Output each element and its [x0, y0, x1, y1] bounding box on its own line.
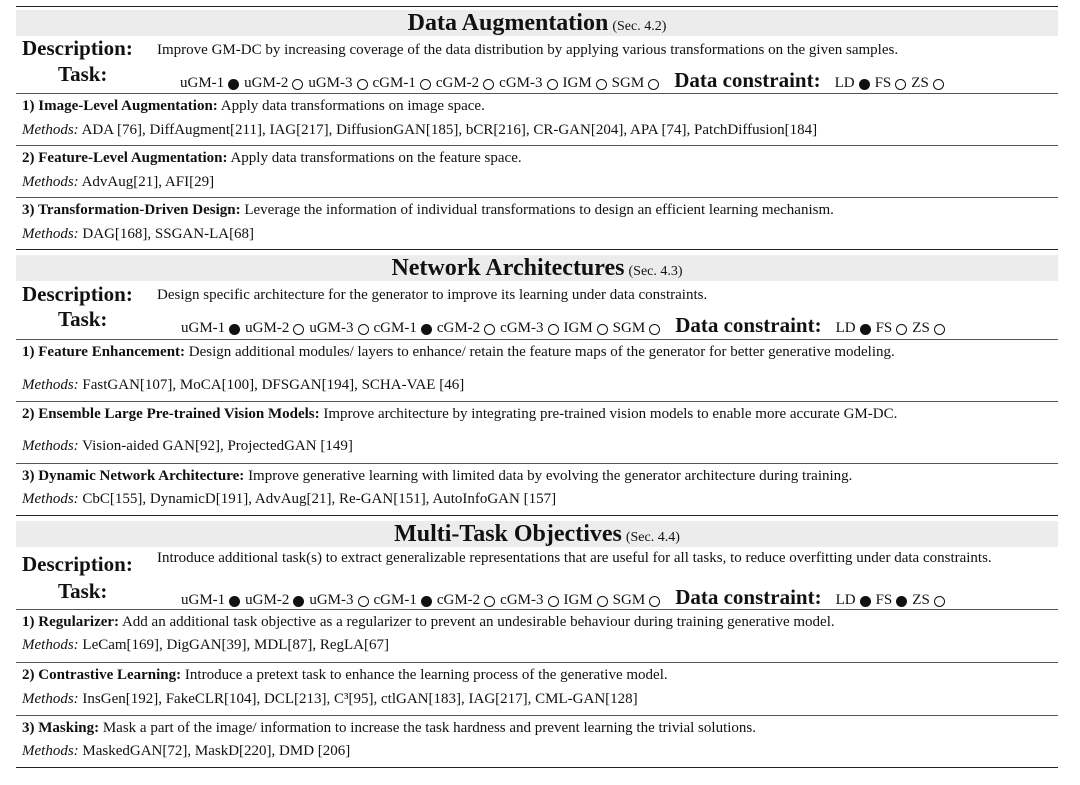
data-constraint-label: Data constraint:: [675, 585, 822, 609]
task-option: [374, 592, 437, 609]
task-option-label: cGM-3: [499, 75, 543, 91]
task-option-label: cGM-3: [500, 320, 544, 336]
task-option: [181, 320, 245, 337]
section-title: Multi-Task Objectives: [394, 521, 622, 547]
task-option: [308, 75, 372, 92]
subsection-text: Apply data transformations on the feature space.: [227, 150, 522, 166]
filled-circle-icon: [421, 596, 432, 607]
subsection-title: 3) Masking:: [22, 720, 100, 736]
empty-circle-icon: [547, 79, 558, 90]
subsection: [16, 715, 1058, 768]
task-option: [500, 320, 563, 337]
constraint-option: [835, 75, 875, 92]
subsection-text: Leverage the information of individual transformations to design an efficient learning mechanism.: [240, 202, 834, 218]
subsection: [16, 609, 1058, 663]
methods-list: ADA [76], DiffAugment[211], IAG[217], DiffusionGAN[185], bCR[216], CR-GAN[204], APA [74], PatchDiffusion[184]: [78, 122, 818, 138]
task-option-label: SGM: [612, 320, 646, 336]
subsection-text: Mask a part of the image/ information to increase the task hardness and prevent learning the trivial solutions.: [99, 720, 756, 736]
constraint-option-label: LD: [835, 592, 856, 608]
methods-list: InsGen[192], FakeCLR[104], DCL[213], C³[95], ctlGAN[183], IAG[217], CML-GAN[128]: [78, 691, 638, 707]
subsection-title: 1) Regularizer:: [22, 614, 120, 630]
task-option: [564, 592, 613, 609]
constraint-option: [876, 320, 913, 337]
subsection-title: 2) Contrastive Learning:: [22, 667, 182, 683]
methods-label: Methods:: [22, 637, 79, 653]
constraint-option-label: LD: [835, 320, 856, 336]
subsection: [16, 339, 1058, 402]
empty-circle-icon: [358, 596, 369, 607]
task-option: [437, 320, 500, 337]
constraint-option: [876, 592, 913, 609]
task-options: [181, 585, 950, 610]
description-text: Improve GM-DC by increasing coverage of the data distribution by applying various transformations on the given samples.: [157, 42, 899, 58]
task-option: [612, 75, 665, 92]
description-label: Description:: [22, 282, 133, 306]
description-text: Design specific architecture for the generator to improve its learning under data constraints.: [157, 287, 708, 303]
empty-circle-icon: [420, 79, 431, 90]
description-label: Description:: [22, 552, 133, 576]
constraint-option: [836, 592, 876, 609]
empty-circle-icon: [484, 596, 495, 607]
constraint-option-label: FS: [874, 75, 892, 91]
task-option-label: SGM: [611, 75, 645, 91]
methods-list: FastGAN[107], MoCA[100], DFSGAN[194], SCHA-VAE [46]: [78, 377, 465, 393]
empty-circle-icon: [933, 79, 944, 90]
task-option-label: uGM-1: [181, 592, 226, 608]
task-option-label: IGM: [562, 75, 592, 91]
task-option: [499, 75, 562, 92]
section-ref: (Sec. 4.4): [625, 530, 680, 545]
subsection-text: Add an additional task objective as a regularizer to prevent an undesirable behaviour during training generative model.: [119, 614, 835, 630]
subsection-title: 3) Transformation-Driven Design:: [22, 202, 241, 218]
empty-circle-icon: [896, 324, 907, 335]
empty-circle-icon: [484, 324, 495, 335]
methods-list: CbC[155], DynamicD[191], AdvAug[21], Re-GAN[151], AutoInfoGAN [157]: [78, 491, 557, 507]
constraint-option-label: ZS: [912, 592, 930, 608]
subsection-text: Design additional modules/ layers to enhance/ retain the feature maps of the generator for better generative modeling.: [185, 344, 895, 360]
section-ref: (Sec. 4.3): [628, 264, 683, 279]
taxonomy-table: [16, 0, 1058, 785]
subsection-text: Introduce a pretext task to enhance the learning process of the generative model.: [181, 667, 668, 683]
empty-circle-icon: [357, 79, 368, 90]
subsection-title: 1) Feature Enhancement:: [22, 344, 186, 360]
task-option: [436, 75, 499, 92]
task-option-label: IGM: [563, 320, 593, 336]
methods-list: MaskedGAN[72], MaskD[220], DMD [206]: [78, 743, 351, 759]
empty-circle-icon: [597, 596, 608, 607]
empty-circle-icon: [358, 324, 369, 335]
methods-label: Methods:: [22, 438, 79, 454]
filled-circle-icon: [293, 596, 304, 607]
section-rule: [16, 249, 1058, 250]
data-constraint-label: Data constraint:: [675, 313, 822, 337]
filled-circle-icon: [860, 324, 871, 335]
empty-circle-icon: [895, 79, 906, 90]
task-option-label: uGM-3: [309, 592, 354, 608]
methods-list: LeCam[169], DigGAN[39], MDL[87], RegLA[67]: [78, 637, 390, 653]
task-option-label: cGM-1: [373, 320, 417, 336]
subsection: [16, 145, 1058, 198]
subsection-title: 2) Ensemble Large Pre-trained Vision Models:: [22, 406, 320, 422]
methods-label: Methods:: [22, 691, 79, 707]
filled-circle-icon: [228, 79, 239, 90]
constraint-option-label: FS: [875, 320, 893, 336]
description-label: Description:: [22, 36, 133, 60]
task-label: Task:: [58, 579, 108, 603]
empty-circle-icon: [483, 79, 494, 90]
task-option-label: cGM-3: [500, 592, 544, 608]
subsection-text: Improve architecture by integrating pre-trained vision models to enable more accurate GM-DC.: [319, 406, 898, 422]
section-title: Network Architectures: [391, 255, 625, 281]
task-option: [563, 75, 612, 92]
methods-label: Methods:: [22, 122, 79, 138]
task-option-label: cGM-2: [436, 592, 481, 608]
subsection: [16, 463, 1058, 516]
task-option-label: SGM: [612, 592, 646, 608]
task-option: [374, 320, 437, 337]
subsection-text: Improve generative learning with limited data by evolving the generator architecture during training.: [244, 468, 853, 484]
empty-circle-icon: [548, 596, 559, 607]
methods-label: Methods:: [22, 226, 79, 242]
task-label: Task:: [58, 307, 108, 331]
task-label: Task:: [58, 62, 108, 86]
description-text: Introduce additional task(s) to extract generalizable representations that are useful for all tasks, to reduce overfitting under data constraints.: [157, 550, 992, 566]
subsection: [16, 401, 1058, 464]
constraint-option-label: FS: [875, 592, 893, 608]
task-option-label: uGM-3: [308, 75, 353, 91]
task-option-label: uGM-2: [245, 320, 290, 336]
filled-circle-icon: [896, 596, 907, 607]
filled-circle-icon: [229, 324, 240, 335]
top-rule: [16, 6, 1058, 7]
filled-circle-icon: [860, 596, 871, 607]
section-header: [16, 255, 1058, 281]
constraint-option-label: LD: [834, 75, 855, 91]
empty-circle-icon: [649, 596, 660, 607]
task-option-label: cGM-1: [373, 592, 417, 608]
filled-circle-icon: [421, 324, 432, 335]
task-option-label: cGM-1: [372, 75, 416, 91]
task-option-label: uGM-2: [244, 75, 289, 91]
subsection: [16, 93, 1058, 146]
empty-circle-icon: [597, 324, 608, 335]
constraint-option: [875, 75, 912, 92]
task-option: [309, 320, 373, 337]
empty-circle-icon: [649, 324, 660, 335]
task-option: [180, 75, 244, 92]
section-ref: (Sec. 4.2): [612, 19, 667, 34]
task-option: [181, 592, 245, 609]
task-option: [244, 75, 308, 92]
subsection: [16, 662, 1058, 716]
task-option-label: uGM-2: [245, 592, 290, 608]
task-option: [500, 592, 563, 609]
task-option-label: uGM-3: [309, 320, 354, 336]
empty-circle-icon: [648, 79, 659, 90]
methods-label: Methods:: [22, 743, 79, 759]
task-option: [373, 75, 436, 92]
constraint-option: [911, 75, 949, 92]
task-option-label: cGM-2: [436, 320, 481, 336]
methods-list: Vision-aided GAN[92], ProjectedGAN [149]: [78, 438, 353, 454]
constraint-option: [836, 320, 876, 337]
task-option-label: uGM-1: [181, 320, 226, 336]
methods-label: Methods:: [22, 174, 79, 190]
filled-circle-icon: [229, 596, 240, 607]
section-title: Data Augmentation: [407, 10, 609, 36]
task-option: [613, 592, 666, 609]
subsection: [16, 197, 1058, 250]
methods-label: Methods:: [22, 491, 79, 507]
empty-circle-icon: [293, 324, 304, 335]
constraint-option: [912, 592, 950, 609]
constraint-option-label: ZS: [911, 75, 929, 91]
empty-circle-icon: [596, 79, 607, 90]
empty-circle-icon: [548, 324, 559, 335]
task-option: [309, 592, 373, 609]
section-rule: [16, 767, 1058, 768]
task-option-label: cGM-2: [435, 75, 480, 91]
empty-circle-icon: [934, 324, 945, 335]
section-header: [16, 10, 1058, 36]
empty-circle-icon: [292, 79, 303, 90]
methods-label: Methods:: [22, 377, 79, 393]
filled-circle-icon: [859, 79, 870, 90]
methods-list: DAG[168], SSGAN-LA[68]: [78, 226, 255, 242]
task-option: [245, 320, 309, 337]
task-option-label: IGM: [563, 592, 593, 608]
task-option: [437, 592, 500, 609]
empty-circle-icon: [934, 596, 945, 607]
task-option: [564, 320, 613, 337]
task-option: [613, 320, 666, 337]
constraint-option: [912, 320, 950, 337]
methods-list: AdvAug[21], AFI[29]: [78, 174, 215, 190]
subsection-text: Apply data transformations on image space.: [217, 98, 485, 114]
subsection-title: 1) Image-Level Augmentation:: [22, 98, 218, 114]
task-option: [245, 592, 309, 609]
section-header: [16, 521, 1058, 547]
task-options: [181, 313, 950, 338]
task-option-label: uGM-1: [180, 75, 225, 91]
constraint-option-label: ZS: [912, 320, 930, 336]
subsection-title: 2) Feature-Level Augmentation:: [22, 150, 228, 166]
task-options: [180, 68, 949, 93]
data-constraint-label: Data constraint:: [674, 68, 821, 92]
section-rule: [16, 515, 1058, 516]
subsection-title: 3) Dynamic Network Architecture:: [22, 468, 245, 484]
